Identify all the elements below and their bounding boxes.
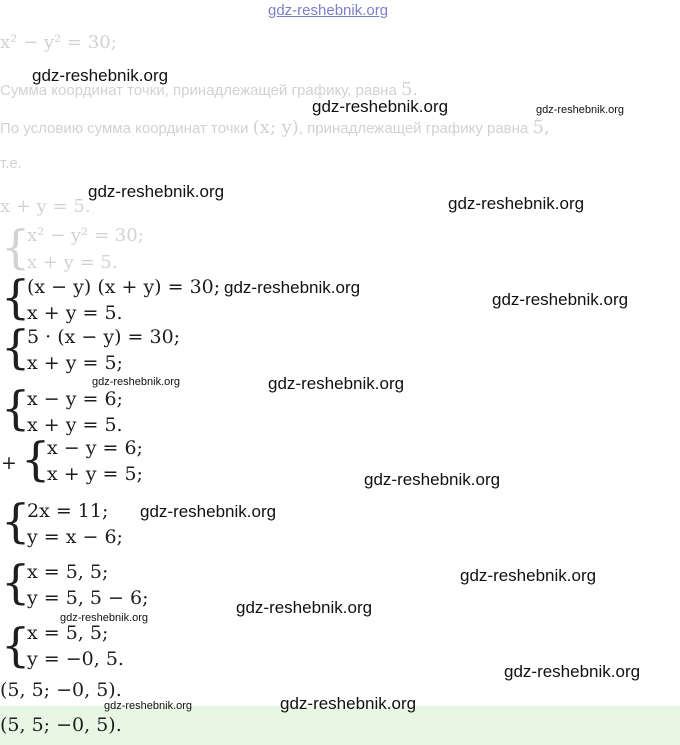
system-5-plus-sign: + xyxy=(1,452,17,474)
system-1-line-2: x + y = 5. xyxy=(27,252,118,273)
watermark-text: gdz-reshebnik.org xyxy=(492,290,629,309)
watermark-text: gdz-reshebnik.org xyxy=(92,376,181,388)
sum-statement-text: Сумма координат точки, принадлежащей графику, равна xyxy=(0,82,401,99)
watermark-text: gdz-reshebnik.org xyxy=(448,194,585,213)
watermark-text: gdz-reshebnik.org xyxy=(312,97,449,116)
watermark-text: gdz-reshebnik.org xyxy=(504,662,641,681)
watermark-text: gdz-reshebnik.org xyxy=(32,66,169,85)
condition-number: 5, xyxy=(532,117,550,138)
condition-statement xyxy=(0,117,550,138)
system-6-line-1: 2x = 11; xyxy=(27,500,109,522)
system-4-line-1: x − y = 6; xyxy=(27,388,123,410)
watermark-text: gdz-reshebnik.org xyxy=(104,700,193,712)
system-2-line-2: x + y = 5. xyxy=(27,302,123,324)
result-line: (5, 5; −0, 5). xyxy=(0,679,122,701)
ie-label: т.е. xyxy=(0,155,22,172)
watermark-text: gdz-reshebnik.org xyxy=(460,566,597,585)
watermark-text: gdz-reshebnik.org xyxy=(268,374,405,393)
system-5-line-2: x + y = 5; xyxy=(47,463,143,485)
system-4-brace: { xyxy=(1,381,31,435)
watermark-text: gdz-reshebnik.org xyxy=(236,598,373,617)
system-2-brace: { xyxy=(1,270,31,324)
watermark-text: gdz-reshebnik.org xyxy=(88,182,225,201)
system-7-line-2: y = 5, 5 − 6; xyxy=(27,587,149,609)
condition-text-start: По условию сумма координат точки xyxy=(0,120,253,137)
answer-text: (5, 5; −0, 5). xyxy=(0,714,122,736)
equation-sum: x + y = 5. xyxy=(0,196,91,217)
watermark-text: gdz-reshebnik.org xyxy=(280,694,417,713)
system-7-line-1: x = 5, 5; xyxy=(27,561,109,583)
system-3-line-1: 5 · (x − y) = 30; xyxy=(27,326,181,348)
watermark-link-top[interactable]: gdz-reshebnik.org xyxy=(268,2,389,19)
system-1-brace: { xyxy=(1,220,31,274)
condition-text-end: , принадлежащей графику равна xyxy=(298,120,533,137)
equation-hyperbola: x² − y² = 30; xyxy=(0,32,117,53)
watermark-text: gdz-reshebnik.org xyxy=(60,612,149,624)
system-3-brace: { xyxy=(1,320,31,374)
watermark-text: gdz-reshebnik.org xyxy=(224,278,361,297)
system-8-brace: { xyxy=(1,618,31,672)
condition-point: (x; y) xyxy=(252,117,299,138)
system-6-brace: { xyxy=(1,494,31,548)
system-7-brace: { xyxy=(1,555,31,609)
watermark-text: gdz-reshebnik.org xyxy=(364,470,501,489)
system-4-line-2: x + y = 5. xyxy=(27,414,123,436)
system-8-line-1: x = 5, 5; xyxy=(27,622,109,644)
sum-statement-number: 5. xyxy=(400,79,419,100)
system-3-line-2: x + y = 5; xyxy=(27,352,123,374)
system-5-line-1: x − y = 6; xyxy=(47,437,143,459)
watermark-text: gdz-reshebnik.org xyxy=(140,502,277,521)
system-2-line-1: (x − y) (x + y) = 30; xyxy=(27,276,221,298)
system-8-line-2: y = −0, 5. xyxy=(27,648,124,670)
system-6-line-2: y = x − 6; xyxy=(27,526,123,548)
watermark-text: gdz-reshebnik.org xyxy=(536,104,625,116)
system-1-line-1: x² − y² = 30; xyxy=(27,225,144,246)
system-5-brace: { xyxy=(21,432,51,486)
